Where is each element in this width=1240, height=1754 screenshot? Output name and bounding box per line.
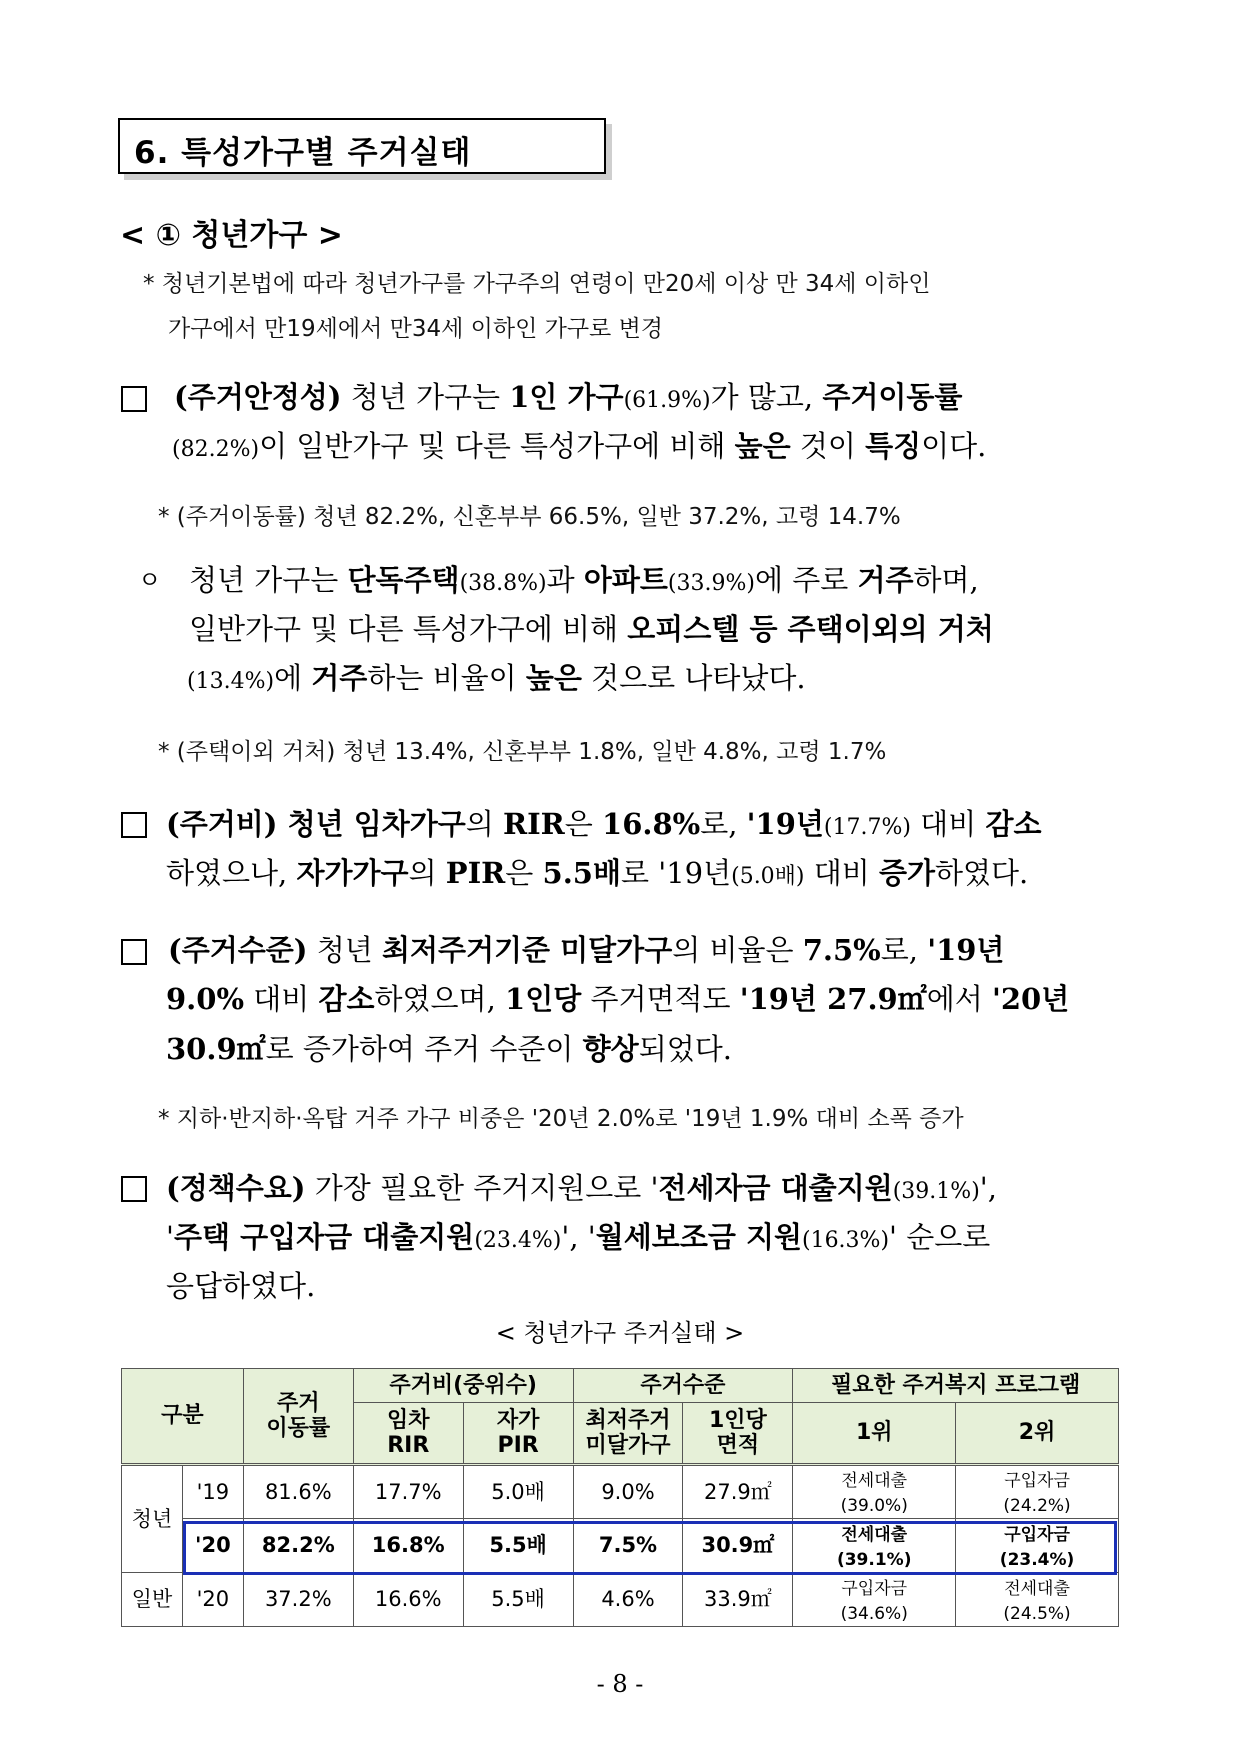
- cell-text: 구입자금: [1004, 1524, 1070, 1545]
- cell-text: 구입자금: [1004, 1471, 1070, 1492]
- header-text: 임차: [386, 1407, 430, 1433]
- cell-pir: 5.5배: [463, 1519, 573, 1573]
- text-bold: 오피스텔 등 주택이외의 거처: [627, 612, 994, 646]
- text-bold: 단독주택: [347, 563, 460, 597]
- text-bold: 특징: [865, 429, 922, 463]
- cell-move: 81.6%: [243, 1465, 353, 1519]
- text: 청년: [307, 933, 382, 967]
- note3: * 지하·반지하·옥탑 거주 가구 비중은 '20년 2.0%로 '19년 1.9% 대비 소폭 증가: [158, 1106, 964, 1132]
- p4-line3: [166, 1027, 732, 1068]
- cell-year: '20: [182, 1573, 243, 1627]
- highlight-box: [183, 1521, 1117, 1575]
- text: 것으로 나타났다.: [581, 661, 806, 695]
- cell-text: (24.5%): [1003, 1603, 1071, 1624]
- p2-line3: [187, 656, 806, 697]
- text: 되었다.: [638, 1032, 732, 1066]
- p5-line1: [166, 1166, 997, 1207]
- text-bold: 전세자금 대출지원: [658, 1171, 893, 1205]
- text-bold: RIR: [503, 807, 565, 841]
- cell-rank1: [793, 1573, 956, 1627]
- text: 가 많고,: [710, 380, 823, 414]
- text: 이다.: [921, 429, 987, 463]
- text: 이 일반가구 및 다른 특성가구에 비해: [259, 429, 735, 463]
- p2-line1: [189, 558, 979, 599]
- cell-pir: 5.5배: [463, 1573, 573, 1627]
- checkbox-square-icon: [121, 939, 147, 965]
- text-bold: 1인당: [505, 982, 582, 1016]
- text-bold: '19년 27.9㎡: [739, 982, 927, 1016]
- page-number: - 8 -: [596, 1670, 644, 1698]
- header-text: 미달가구: [585, 1433, 671, 1458]
- text-bold: 주거이동률: [822, 380, 963, 414]
- text-bold: 향상: [582, 1032, 639, 1066]
- cell-text: (39.0%): [840, 1496, 908, 1516]
- text-bold: (주거안정성): [174, 380, 342, 414]
- checkbox-square-icon: [121, 386, 147, 412]
- note2: * (주택이외 거처) 청년 13.4%, 신혼부부 1.8%, 일반 4.8%, 고령 1.7%: [158, 739, 887, 765]
- text: ',: [979, 1171, 997, 1205]
- text-bold: '20년: [991, 982, 1070, 1016]
- youth-housing-table: [121, 1368, 1119, 1627]
- text: 에 주로: [754, 563, 858, 597]
- text: ', ': [561, 1220, 596, 1254]
- cell-rank2: [956, 1465, 1119, 1519]
- table-row: [122, 1573, 1119, 1627]
- text: 하였다.: [935, 856, 1029, 890]
- cell-rir: 17.7%: [353, 1465, 463, 1519]
- text: 하며,: [913, 563, 979, 597]
- intro-note-line2: 가구에서 만19세에서 만34세 이하인 가구로 변경: [168, 316, 664, 342]
- cell-area: 27.9㎡: [683, 1465, 793, 1519]
- text-bold: 아파트: [583, 563, 668, 597]
- cell-year: '20: [182, 1519, 243, 1573]
- text: (61.9%): [623, 388, 711, 413]
- p5-line2: [166, 1215, 990, 1256]
- table-caption: < 청년가구 주거실태 >: [495, 1319, 745, 1347]
- text-bold: 증가: [878, 856, 936, 890]
- text: 은: [505, 856, 543, 890]
- text: (13.4%): [187, 669, 275, 694]
- p2-line2: [189, 607, 994, 648]
- text-bold: 월세보조금 지원: [595, 1220, 802, 1254]
- text-bold: 5.5배: [542, 856, 621, 890]
- text-bold: 거주: [311, 661, 368, 695]
- text-bold: 높은: [525, 661, 582, 695]
- cell-text: 전세대출: [841, 1471, 908, 1492]
- text: (82.2%): [172, 437, 260, 462]
- text: (5.0배): [731, 864, 805, 889]
- header-area: [683, 1403, 793, 1465]
- text: ' 순으로: [889, 1220, 991, 1254]
- text: 것이: [790, 429, 866, 463]
- p4-line1: [168, 928, 1004, 969]
- header-gubun: 구분: [122, 1369, 244, 1465]
- cell-move: 37.2%: [243, 1573, 353, 1627]
- text: 대비: [804, 856, 879, 890]
- checkbox-square-icon: [121, 1176, 147, 1202]
- text: ': [166, 1220, 174, 1254]
- header-program: 필요한 주거복지 프로그램: [793, 1369, 1119, 1403]
- cell-text: 구입자금: [841, 1578, 908, 1599]
- text: 로 증가하여 주거 수준이: [265, 1032, 583, 1066]
- text: 청년 가구는: [341, 380, 510, 414]
- header-rank1: 1위: [793, 1403, 956, 1465]
- header-rir: [353, 1403, 463, 1465]
- text: 의: [465, 807, 503, 841]
- header-text: 최저주거: [585, 1407, 671, 1433]
- cell-pir: 5.0배: [463, 1465, 573, 1519]
- cell-rank2: [956, 1573, 1119, 1627]
- header-level: 주거수준: [573, 1369, 793, 1403]
- text: 은: [564, 807, 603, 841]
- cell-area: 30.9㎡: [683, 1519, 793, 1573]
- header-text: PIR: [497, 1433, 539, 1458]
- p4-line2: [166, 977, 1069, 1018]
- header-move: [243, 1369, 353, 1465]
- header-text: 주거: [277, 1390, 320, 1416]
- text-bold: 높은: [734, 429, 791, 463]
- text-bold: 30.9㎡: [166, 1032, 266, 1066]
- text: 의 비율은: [672, 933, 803, 967]
- header-text: 이동률: [266, 1416, 331, 1441]
- cell-rir: 16.8%: [353, 1519, 463, 1573]
- section-title-box: [118, 118, 606, 174]
- header-text: 1인당: [708, 1407, 767, 1433]
- cell-min: 9.0%: [573, 1465, 683, 1519]
- text: (16.3%): [801, 1228, 890, 1253]
- cell-text: 전세대출: [1004, 1578, 1070, 1599]
- cell-rank1: [793, 1465, 956, 1519]
- cell-text: (39.1%): [836, 1549, 912, 1570]
- text: 대비: [910, 807, 986, 841]
- note1: * (주거이동률) 청년 82.2%, 신혼부부 66.5%, 일반 37.2%, 고령 14.7%: [158, 504, 901, 530]
- cell-rir: 16.6%: [353, 1573, 463, 1627]
- cell-text: (24.2%): [1003, 1496, 1071, 1516]
- text-bold: 주택 구입자금 대출지원: [173, 1220, 475, 1254]
- text: 대비: [244, 982, 319, 1016]
- text-bold: 자가가구: [296, 856, 409, 890]
- cell-year: '19: [182, 1465, 243, 1519]
- cell-area: 33.9㎡: [683, 1573, 793, 1627]
- text-bold: 감소: [985, 807, 1042, 841]
- cell-text: 전세대출: [841, 1524, 908, 1545]
- text: 청년 가구는: [189, 563, 348, 597]
- text: (38.8%): [459, 571, 547, 596]
- text: 에: [274, 661, 312, 695]
- header-text: 자가: [496, 1407, 540, 1433]
- text-bold: (주거비) 청년 임차가구: [166, 807, 466, 841]
- text: 에서: [926, 982, 992, 1016]
- bullet-icon: ㅇ: [138, 566, 162, 594]
- text: (23.4%): [474, 1228, 562, 1253]
- text: 로 '19년: [620, 856, 732, 890]
- cell-text: (23.4%): [999, 1549, 1075, 1570]
- text-bold: 1인 가구: [509, 380, 624, 414]
- cell-text: (34.6%): [840, 1603, 908, 1624]
- text: (17.7%): [823, 815, 911, 840]
- text-bold: 최저주거기준 미달가구: [381, 933, 673, 967]
- text-bold: '19년: [927, 933, 1005, 967]
- p1-line2: [172, 424, 986, 465]
- text: 응답하였다.: [166, 1269, 316, 1303]
- text-bold: PIR: [445, 856, 506, 890]
- header-cost: 주거비(중위수): [353, 1369, 573, 1403]
- table-row: [122, 1465, 1119, 1519]
- text: 로,: [700, 807, 747, 841]
- p5-line3: [166, 1264, 315, 1305]
- text-bold: (정책수요): [166, 1171, 306, 1205]
- text-bold: (주거수준): [168, 933, 308, 967]
- text-bold: 16.8%: [602, 807, 701, 841]
- text: 주거면적도: [581, 982, 740, 1016]
- header-rank2: 2위: [956, 1403, 1119, 1465]
- sub-heading: < ① 청년가구 >: [120, 218, 343, 253]
- section-title: 6. 특성가구별 주거실태: [134, 135, 472, 171]
- cell-min: 4.6%: [573, 1573, 683, 1627]
- group-general: 일반: [122, 1573, 183, 1627]
- p1-line1: [174, 375, 962, 416]
- header-text: 면적: [716, 1433, 760, 1458]
- text: 가장 필요한 주거지원으로 ': [305, 1171, 659, 1205]
- text: (39.1%): [892, 1179, 980, 1204]
- p3-line1: [166, 802, 1041, 843]
- cell-min: 7.5%: [573, 1519, 683, 1573]
- text: 과: [546, 563, 584, 597]
- text-bold: 거주: [857, 563, 914, 597]
- text-bold: 9.0%: [166, 982, 245, 1016]
- text-bold: '19년: [746, 807, 824, 841]
- text: 하는 비율이: [367, 661, 526, 695]
- text: 의: [408, 856, 446, 890]
- checkbox-square-icon: [121, 812, 147, 838]
- cell-move: 82.2%: [243, 1519, 353, 1573]
- p3-line2: [166, 851, 1028, 892]
- text-bold: 감소: [318, 982, 375, 1016]
- text: 로,: [880, 933, 928, 967]
- header-text: RIR: [387, 1433, 430, 1458]
- header-min: [573, 1403, 683, 1465]
- intro-note-line1: * 청년기본법에 따라 청년가구를 가구주의 연령이 만20세 이상 만 34세 이하인: [143, 271, 931, 297]
- text: 하였으며,: [374, 982, 506, 1016]
- text: (33.9%): [667, 571, 755, 596]
- header-pir: [463, 1403, 573, 1465]
- text: 일반가구 및 다른 특성가구에 비해: [189, 612, 628, 646]
- group-youth: 청년: [122, 1465, 183, 1573]
- text-bold: 7.5%: [802, 933, 881, 967]
- text: 하였으나,: [166, 856, 297, 890]
